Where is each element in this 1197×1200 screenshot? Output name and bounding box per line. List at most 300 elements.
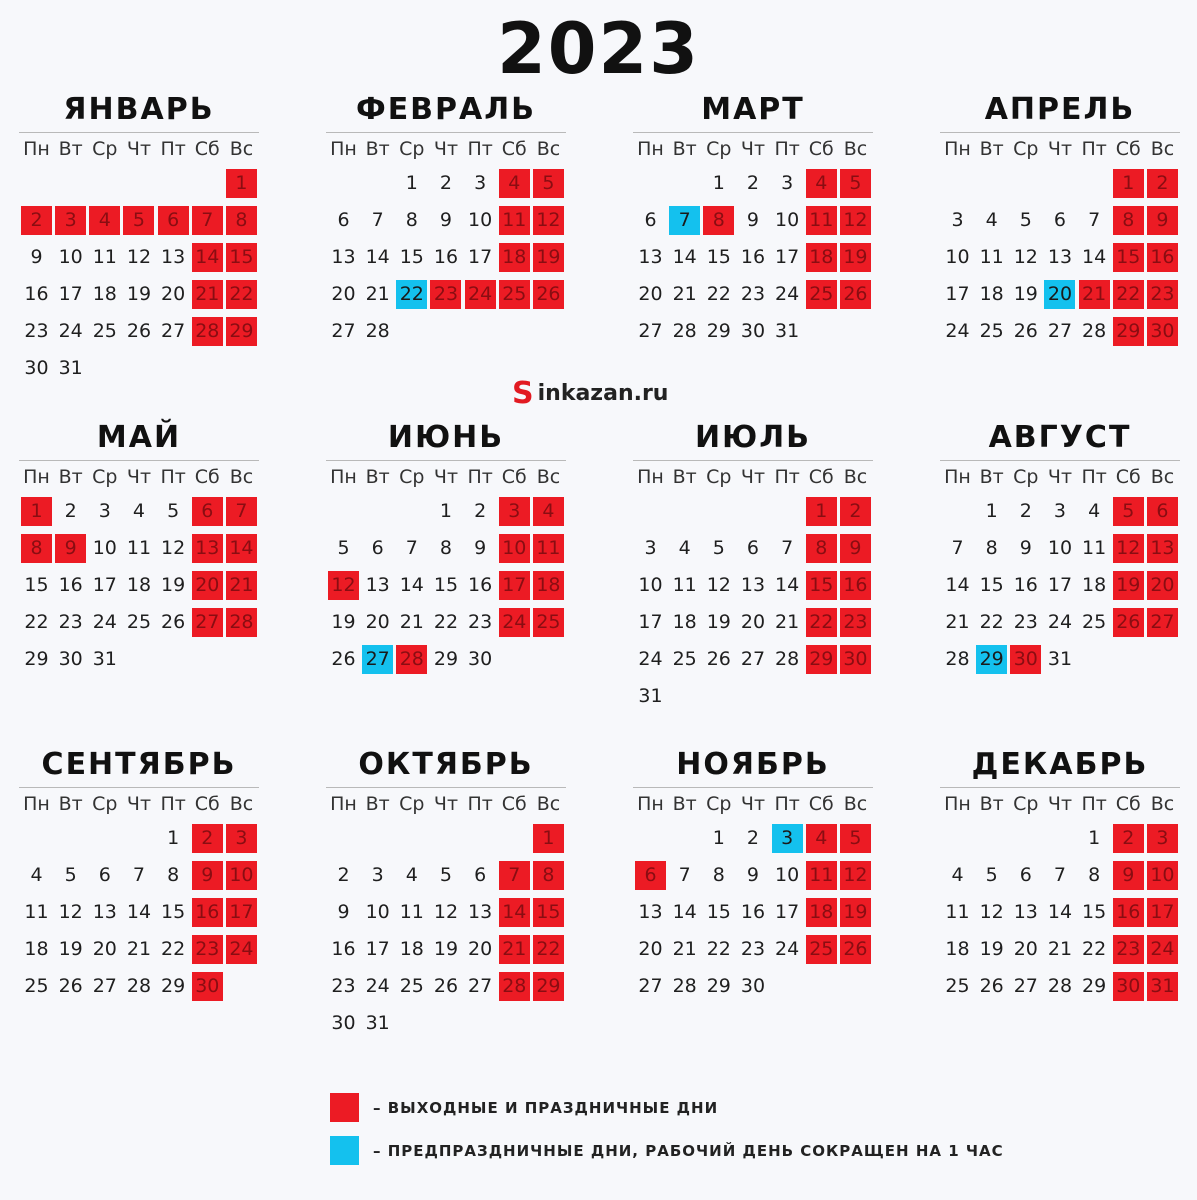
weekday-label: Чт (433, 793, 459, 815)
day-cell: 22 (533, 935, 564, 964)
empty-cell (123, 645, 154, 674)
day-cell: 13 (1013, 901, 1038, 923)
day-cell: 25 (979, 320, 1004, 342)
day-cell: 4 (30, 864, 43, 886)
day-cell: 25 (806, 280, 837, 309)
weekday-label: Ср (1013, 793, 1039, 815)
month-name: ИЮНЬ (326, 416, 566, 461)
weekday-label: Вс (229, 138, 254, 160)
week-row (940, 968, 1180, 1005)
day-cell: 27 (638, 320, 663, 342)
day-cell: 7 (1088, 209, 1101, 231)
day-cell: 26 (126, 320, 152, 342)
month-block (940, 743, 1180, 1005)
day-cell: 26 (840, 935, 871, 964)
day-cell: 10 (775, 864, 800, 886)
day-cell: 25 (1082, 611, 1107, 633)
day-cell: 17 (1047, 574, 1073, 596)
day-cell: 23 (192, 935, 223, 964)
weekday-label: Ср (706, 466, 732, 488)
week-row (19, 239, 259, 276)
day-cell: 15 (979, 574, 1004, 596)
week-row (19, 968, 259, 1005)
day-cell: 13 (1147, 534, 1178, 563)
day-cell: 6 (1053, 209, 1067, 231)
empty-cell (430, 1009, 461, 1038)
empty-cell (499, 317, 530, 346)
week-row (633, 678, 873, 715)
day-cell: 28 (365, 320, 390, 342)
day-cell: 20 (1147, 571, 1178, 600)
day-cell: 7 (192, 206, 223, 235)
day-cell: 10 (638, 574, 663, 596)
day-cell: 20 (468, 938, 493, 960)
day-cell: 2 (1113, 824, 1144, 853)
day-cell: 2 (192, 824, 223, 853)
day-cell: 22 (161, 938, 186, 960)
day-cell: 15 (806, 571, 837, 600)
day-cell: 22 (706, 283, 731, 305)
day-cell: 17 (945, 283, 970, 305)
day-cell: 29 (226, 317, 257, 346)
day-cell: 28 (126, 975, 152, 997)
day-cell: 11 (533, 534, 564, 563)
day-cell: 6 (158, 206, 189, 235)
day-cell: 30 (331, 1012, 356, 1034)
weekday-label: Ср (1013, 138, 1039, 160)
weekday-label: Пн (23, 793, 50, 815)
day-cell: 11 (92, 246, 117, 268)
day-cell: 15 (226, 243, 257, 272)
day-cell: 4 (89, 206, 120, 235)
day-cell: 11 (945, 901, 970, 923)
day-cell: 7 (371, 209, 384, 231)
week-row (19, 931, 259, 968)
day-cell: 1 (985, 500, 998, 522)
day-cell: 16 (840, 571, 871, 600)
weekday-label: Вт (979, 793, 1004, 815)
day-cell: 17 (58, 283, 83, 305)
day-cell: 14 (1047, 901, 1073, 923)
week-row (940, 931, 1180, 968)
empty-cell (703, 497, 734, 526)
week-row (633, 493, 873, 530)
empty-cell (635, 169, 666, 198)
day-cell: 29 (706, 320, 731, 342)
weekday-label: Чт (126, 138, 152, 160)
weekday-label: Сб (501, 793, 527, 815)
week-row (633, 530, 873, 567)
weekday-label: Пн (637, 793, 664, 815)
day-cell: 4 (806, 169, 837, 198)
week-row (19, 493, 259, 530)
empty-cell (55, 824, 86, 853)
day-cell: 30 (740, 975, 766, 997)
day-cell: 22 (806, 608, 837, 637)
day-cell: 19 (1113, 571, 1144, 600)
weekday-label: Ср (92, 466, 118, 488)
empty-cell (840, 682, 871, 711)
week-row (19, 567, 259, 604)
weekday-header (19, 461, 259, 493)
day-cell: 6 (746, 537, 760, 559)
week-row (19, 276, 259, 313)
day-cell: 9 (55, 534, 86, 563)
day-cell: 30 (1010, 645, 1041, 674)
day-cell: 15 (533, 898, 564, 927)
month-block (633, 88, 873, 350)
day-cell: 12 (840, 861, 871, 890)
empty-cell (226, 645, 257, 674)
day-cell: 6 (98, 864, 111, 886)
week-row (633, 820, 873, 857)
day-cell: 25 (92, 320, 117, 342)
empty-cell (635, 824, 666, 853)
empty-cell (226, 354, 257, 383)
day-cell: 8 (439, 537, 453, 559)
day-cell: 18 (499, 243, 530, 272)
empty-cell (1044, 824, 1075, 853)
day-cell: 17 (775, 246, 800, 268)
day-cell: 28 (775, 648, 800, 670)
day-cell: 4 (678, 537, 691, 559)
empty-cell (328, 497, 359, 526)
day-cell: 14 (945, 574, 970, 596)
day-cell: 28 (499, 972, 530, 1001)
empty-cell (703, 682, 734, 711)
day-cell: 12 (979, 901, 1004, 923)
day-cell: 30 (740, 320, 766, 342)
day-cell: 2 (746, 172, 760, 194)
day-cell: 12 (1113, 534, 1144, 563)
week-row (326, 202, 566, 239)
day-cell: 5 (840, 169, 871, 198)
month-block (19, 416, 259, 678)
day-cell: 20 (192, 571, 223, 600)
weekday-label: Пт (467, 138, 493, 160)
day-cell: 21 (126, 938, 152, 960)
day-cell: 10 (58, 246, 83, 268)
day-cell: 29 (433, 648, 459, 670)
day-cell: 26 (533, 280, 564, 309)
weekday-label: Вт (672, 138, 697, 160)
day-cell: 18 (672, 611, 697, 633)
day-cell: 10 (468, 209, 493, 231)
legend-short-day-swatch (330, 1136, 359, 1165)
day-cell: 20 (1044, 280, 1075, 309)
day-cell: 9 (746, 209, 760, 231)
day-cell: 7 (226, 497, 257, 526)
day-cell: 1 (21, 497, 52, 526)
weekday-label: Пн (944, 793, 971, 815)
day-cell: 28 (672, 975, 697, 997)
weekday-label: Сб (1115, 138, 1141, 160)
day-cell: 25 (533, 608, 564, 637)
day-cell: 29 (533, 972, 564, 1001)
weekday-label: Ср (706, 793, 732, 815)
day-cell: 20 (365, 611, 390, 633)
empty-cell (533, 645, 564, 674)
week-row (326, 857, 566, 894)
month-block (19, 743, 259, 1005)
weekday-header (19, 788, 259, 820)
empty-cell (396, 1009, 427, 1038)
day-cell: 4 (132, 500, 146, 522)
empty-cell (840, 317, 871, 346)
month-block (19, 88, 259, 387)
empty-cell (123, 824, 154, 853)
week-row (19, 313, 259, 350)
day-cell: 30 (1113, 972, 1144, 1001)
day-cell: 9 (1113, 861, 1144, 890)
week-row (633, 641, 873, 678)
day-cell: 4 (985, 209, 998, 231)
week-row (19, 202, 259, 239)
day-cell: 1 (712, 827, 725, 849)
day-cell: 10 (365, 901, 390, 923)
day-cell: 1 (806, 497, 837, 526)
weekday-label: Вс (1150, 138, 1175, 160)
legend-short-day (330, 1136, 1004, 1165)
day-cell: 21 (1047, 938, 1073, 960)
empty-cell (772, 497, 803, 526)
day-cell: 18 (92, 283, 117, 305)
day-cell: 10 (945, 246, 970, 268)
month-name: ДЕКАБРЬ (940, 743, 1180, 788)
day-cell: 26 (433, 975, 459, 997)
day-cell: 23 (1147, 280, 1178, 309)
day-cell: 23 (1113, 935, 1144, 964)
day-cell: 9 (1147, 206, 1178, 235)
empty-cell (226, 972, 257, 1001)
day-cell: 5 (533, 169, 564, 198)
empty-cell (89, 169, 120, 198)
logo-text: inkazan.ru (537, 380, 669, 406)
day-cell: 4 (951, 864, 964, 886)
day-cell: 19 (58, 938, 83, 960)
day-cell: 27 (1047, 320, 1073, 342)
day-cell: 14 (775, 574, 800, 596)
day-cell: 20 (740, 611, 766, 633)
weekday-label: Пн (330, 466, 357, 488)
empty-cell (158, 169, 189, 198)
week-row (19, 530, 259, 567)
day-cell: 3 (499, 497, 530, 526)
day-cell: 5 (985, 864, 998, 886)
day-cell: 16 (1013, 574, 1038, 596)
day-cell: 30 (1147, 317, 1178, 346)
day-cell: 10 (1147, 861, 1178, 890)
empty-cell (1079, 645, 1110, 674)
empty-cell (430, 317, 461, 346)
empty-cell (123, 354, 154, 383)
week-row (326, 239, 566, 276)
day-cell: 14 (226, 534, 257, 563)
month-name: АВГУСТ (940, 416, 1180, 461)
empty-cell (942, 169, 973, 198)
day-cell: 27 (1013, 975, 1038, 997)
day-cell: 15 (706, 246, 731, 268)
empty-cell (89, 824, 120, 853)
day-cell: 22 (396, 280, 427, 309)
empty-cell (806, 317, 837, 346)
month-name: МАЙ (19, 416, 259, 461)
empty-cell (192, 645, 223, 674)
empty-cell (976, 169, 1007, 198)
day-cell: 6 (337, 209, 350, 231)
day-cell: 21 (672, 938, 697, 960)
year-title: 2023 (497, 8, 700, 90)
empty-cell (533, 317, 564, 346)
day-cell: 5 (337, 537, 350, 559)
weekday-label: Пн (944, 466, 971, 488)
day-cell: 23 (430, 280, 461, 309)
day-cell: 3 (772, 824, 803, 853)
weekday-label: Вс (843, 793, 868, 815)
day-cell: 27 (468, 975, 493, 997)
day-cell: 10 (775, 209, 800, 231)
day-cell: 8 (1113, 206, 1144, 235)
day-cell: 28 (192, 317, 223, 346)
day-cell: 24 (775, 283, 800, 305)
day-cell: 27 (638, 975, 663, 997)
month-name: ФЕВРАЛЬ (326, 88, 566, 133)
week-row (19, 894, 259, 931)
day-cell: 12 (840, 206, 871, 235)
week-row (326, 820, 566, 857)
day-cell: 8 (712, 864, 725, 886)
day-cell: 30 (192, 972, 223, 1001)
day-cell: 28 (672, 320, 697, 342)
day-cell: 12 (433, 901, 459, 923)
day-cell: 24 (365, 975, 390, 997)
day-cell: 21 (226, 571, 257, 600)
day-cell: 9 (192, 861, 223, 890)
day-cell: 5 (1113, 497, 1144, 526)
day-cell: 1 (226, 169, 257, 198)
day-cell: 16 (468, 574, 493, 596)
day-cell: 22 (433, 611, 459, 633)
day-cell: 21 (365, 283, 390, 305)
empty-cell (465, 1009, 496, 1038)
month-block (633, 743, 873, 1005)
week-row (940, 604, 1180, 641)
weekday-header (633, 461, 873, 493)
empty-cell (840, 972, 871, 1001)
day-cell: 11 (979, 246, 1004, 268)
day-cell: 17 (92, 574, 117, 596)
day-cell: 6 (644, 209, 657, 231)
weekday-label: Ср (706, 138, 732, 160)
day-cell: 15 (433, 574, 459, 596)
day-cell: 23 (1013, 611, 1038, 633)
day-cell: 3 (371, 864, 384, 886)
day-cell: 21 (775, 611, 800, 633)
day-cell: 14 (672, 246, 697, 268)
weekday-label: Вт (58, 466, 83, 488)
weekday-header (326, 133, 566, 165)
day-cell: 31 (1047, 648, 1073, 670)
weekday-label: Вс (536, 466, 561, 488)
day-cell: 23 (58, 611, 83, 633)
day-cell: 16 (740, 246, 766, 268)
day-cell: 1 (167, 827, 180, 849)
weekday-label: Ср (1013, 466, 1039, 488)
empty-cell (942, 497, 973, 526)
week-row (326, 894, 566, 931)
day-cell: 18 (806, 898, 837, 927)
day-cell: 3 (1147, 824, 1178, 853)
weekday-label: Чт (126, 466, 152, 488)
week-row (633, 931, 873, 968)
day-cell: 13 (365, 574, 390, 596)
week-row (19, 604, 259, 641)
week-row (326, 968, 566, 1005)
day-cell: 7 (951, 537, 964, 559)
week-row (19, 820, 259, 857)
weekday-label: Вт (979, 466, 1004, 488)
day-cell: 19 (840, 898, 871, 927)
day-cell: 2 (21, 206, 52, 235)
day-cell: 7 (678, 864, 691, 886)
day-cell: 2 (439, 172, 453, 194)
day-cell: 10 (499, 534, 530, 563)
day-cell: 29 (976, 645, 1007, 674)
day-cell: 15 (1113, 243, 1144, 272)
day-cell: 19 (840, 243, 871, 272)
weekday-label: Пт (1081, 138, 1107, 160)
weekday-header (940, 788, 1180, 820)
site-logo[interactable] (512, 376, 668, 410)
day-cell: 15 (24, 574, 49, 596)
day-cell: 14 (192, 243, 223, 272)
day-cell: 25 (24, 975, 49, 997)
day-cell: 17 (638, 611, 663, 633)
empty-cell (737, 682, 768, 711)
empty-cell (192, 169, 223, 198)
weekday-label: Вс (229, 793, 254, 815)
empty-cell (669, 497, 700, 526)
day-cell: 21 (945, 611, 970, 633)
day-cell: 13 (331, 246, 356, 268)
week-row (633, 165, 873, 202)
day-cell: 12 (161, 537, 186, 559)
empty-cell (1044, 169, 1075, 198)
day-cell: 11 (806, 206, 837, 235)
day-cell: 19 (533, 243, 564, 272)
weekday-label: Вт (672, 466, 697, 488)
day-cell: 3 (1053, 500, 1067, 522)
day-cell: 9 (439, 209, 453, 231)
day-cell: 6 (1019, 864, 1032, 886)
day-cell: 21 (192, 280, 223, 309)
day-cell: 13 (638, 246, 663, 268)
day-cell: 24 (226, 935, 257, 964)
day-cell: 1 (712, 172, 725, 194)
day-cell: 18 (945, 938, 970, 960)
day-cell: 23 (331, 975, 356, 997)
day-cell: 17 (468, 246, 493, 268)
weekday-label: Чт (1047, 138, 1073, 160)
day-cell: 19 (1013, 283, 1038, 305)
day-cell: 7 (132, 864, 146, 886)
day-cell: 21 (1079, 280, 1110, 309)
day-cell: 15 (399, 246, 424, 268)
day-cell: 22 (1082, 938, 1107, 960)
day-cell: 4 (806, 824, 837, 853)
month-name: СЕНТЯБРЬ (19, 743, 259, 788)
day-cell: 29 (806, 645, 837, 674)
